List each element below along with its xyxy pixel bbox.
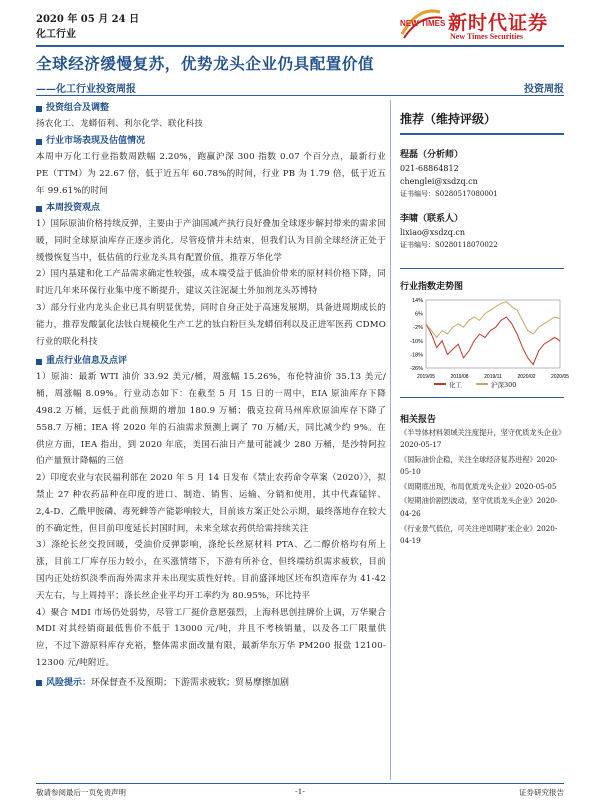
y-tick-label: -26% bbox=[410, 365, 423, 372]
analyst-name: 李啸（联系人） bbox=[400, 213, 464, 224]
logo-mark-icon bbox=[398, 4, 444, 44]
chart-title: 行业指数走势图 bbox=[400, 281, 464, 292]
subtitle-divider bbox=[36, 95, 564, 96]
news-point: 2）印度农业与农民福利部在 2020 年 5 月 14 日发布《禁止农药命令草案（2020）》，拟禁止 27 种农药品种在印度的进口、制造、销售、运输、分销和使用，其中代森锰锌、2,4-D、乙酰甲胺磷、毒死蜱等产能影响较大，目前该方案正处公示期，最终落地存在较大的不确定性，但目前印度延长封国时间，未来全球农药供给需持续关注 bbox=[36, 473, 386, 534]
x-tick-label: 2019/08 bbox=[450, 373, 469, 380]
legend-item: 化工 bbox=[434, 380, 462, 389]
analyst-email[interactable]: chenglei@xsdzq.cn bbox=[400, 176, 478, 186]
report-date: 2020 年 05 月 24 日 bbox=[36, 14, 140, 25]
risk-text: 环保督查不及预期；下游需求疲软；贸易摩擦加剧 bbox=[91, 677, 290, 688]
square-bullet-icon bbox=[36, 206, 42, 212]
related-report[interactable]: 《国际油价企稳，关注全球经济复苏进程》2020-05-10 bbox=[400, 454, 558, 477]
analyst-phone: 021-68864812 bbox=[400, 163, 459, 173]
main-content bbox=[36, 100, 386, 691]
related-report[interactable]: 《短期油价剧烈波动，坚守优质龙头企业》2020-04-26 bbox=[400, 496, 558, 519]
section-heading: 本周投资观点 bbox=[36, 201, 386, 216]
analyst-card bbox=[400, 149, 564, 201]
brand-logo bbox=[398, 4, 578, 44]
y-tick-label: -18% bbox=[410, 351, 423, 358]
y-tick-label: 14% bbox=[411, 297, 423, 304]
analyst-cert: 证书编号：S0280118070022 bbox=[400, 240, 498, 249]
x-tick-label: 2019/05 bbox=[416, 373, 436, 380]
legend-swatch-icon bbox=[476, 383, 488, 385]
y-tick-label: 6% bbox=[415, 311, 423, 318]
square-bullet-icon bbox=[36, 106, 42, 112]
index-chart bbox=[400, 296, 570, 382]
report-title: 全球经济缓慢复苏，优势龙头企业仍具配置价值 bbox=[36, 54, 375, 73]
report-subtitle: ——化工行业投资周报 bbox=[36, 84, 136, 95]
x-tick-label: 2019/11 bbox=[484, 373, 502, 380]
sidebar bbox=[400, 100, 570, 550]
x-tick-label: 2020/02 bbox=[517, 373, 536, 380]
footer-brand: 证券研究报告 bbox=[519, 788, 564, 797]
legend-item: 沪深300 bbox=[476, 380, 516, 389]
rating-divider bbox=[400, 133, 564, 135]
index-chart-svg bbox=[400, 296, 570, 382]
section-heading: 行业市场表现及估值情况 bbox=[36, 134, 386, 149]
square-bullet-icon bbox=[36, 359, 42, 365]
rating: 推荐（维持评级） bbox=[400, 112, 497, 126]
header-divider bbox=[36, 45, 564, 47]
footer-disclaimer: 敬请参阅最后一页免责声明 bbox=[36, 788, 126, 797]
portfolio-text: 扬农化工、龙蟒佰利、利尔化学、联化科技 bbox=[36, 119, 204, 129]
view-point: 1）国际原油价格持续反弹，主要由于产油国减产执行良好叠加全球逐步解封带来的需求回暖，同时全球原油库存正逐步消化，尽管疫情并未结束，但我们认为目前全球经济正处于缓慢恢复当中，低估值的行业龙头具有配置价值，推荐万华化学 bbox=[36, 219, 386, 263]
series-line-化工 bbox=[426, 317, 560, 365]
sidebar-divider bbox=[400, 268, 564, 269]
news-point: 3）涤纶长丝交投回暖，受油价反弹影响，涤纶长丝原材料 PTA、乙二醇价格均有所上涨，目前工厂库存压力较小，在买涨情绪下，下游有所补仓，但终端纺织需求疲软，目前国内正处纺织淡季而海外需求并未出现实质性好转。目前盛泽地区坯布织造库存为 41-42 天左右，与上周持平；涤长丝企业平均开工率约为 80.95%，环比持平 bbox=[36, 540, 386, 601]
news-point: 1）原油：最新 WTI 油价 33.92 美元/桶，周涨幅 15.26%，布伦特油价 35.13 美元/桶，周涨幅 8.09%。行业动态如下：在截至 5 月 15 日的一周中，EIA 原油库存下降 498.2 万桶，远低于此前预期的增加 180.9 万桶；俄克拉荷马州库欣原油库存下降了 558.7 万桶；IEA 将 2020 年的石油需求预测上调了 70 万桶/天，同比减少约 9%。在供应方面，IEA 指出，到 2020 年底，美国石油日产量可能减少 280 万桶，是沙特阿拉伯产量预计降幅的三倍 bbox=[36, 372, 386, 467]
view-point: 2）国内基建和化工产品需求确定性较强，成本端受益于低油价带来的原材料价格下降，同时近几年来环保行业集中度不断提升，建议关注泥凝土外加剂龙头苏博特 bbox=[36, 269, 386, 297]
sidebar-divider bbox=[400, 397, 564, 398]
series-line-沪深300 bbox=[426, 301, 560, 337]
analyst-card bbox=[400, 213, 564, 252]
square-bullet-icon bbox=[36, 139, 42, 145]
related-reports-list bbox=[400, 427, 564, 548]
square-bullet-icon bbox=[36, 680, 42, 686]
view-point: 3）部分行业内龙头企业已具有明显优势，同时自身正处于高速发展期，具备进周期成长的能力，推荐发酸氯化法钛白规模化生产工艺的钛白粉巨头龙蟒佰利以及正进军医药 CDMO 行业的联化科技 bbox=[36, 302, 386, 347]
related-reports-title: 相关报告 bbox=[400, 414, 437, 425]
chart-plot-area bbox=[426, 300, 560, 368]
market-text: 本周申万化工行业指数周跌幅 2.20%，跑赢沪深 300 指数 0.07 个百分点，最新行业 PE（TTM）为 22.67 倍，低于近五年 60.78%的时间，行业 PB 为 1.79 倍，低于近五年 99.61%的时间 bbox=[36, 152, 386, 196]
logo-chinese-name: 新时代证券 bbox=[448, 12, 549, 34]
related-report[interactable]: 《半导体材料领域关注度提升，坚守优质龙头企业》2020-05-17 bbox=[400, 427, 562, 450]
related-report[interactable]: 《周期底出现，布局优质龙头企业》2020-05-05 bbox=[400, 481, 557, 491]
logo-mark-text: NEW TIMES bbox=[400, 19, 446, 28]
industry-label: 化工行业 bbox=[36, 29, 76, 40]
footer-divider bbox=[36, 783, 564, 784]
x-tick-label: 2020/05 bbox=[550, 373, 570, 380]
analyst-name: 程磊（分析师） bbox=[400, 149, 464, 160]
column-divider bbox=[390, 100, 391, 780]
related-report[interactable]: 《行业景气低位，可关注逆周期扩张企业》2020-04-19 bbox=[400, 523, 558, 546]
section-heading: 重点行业信息及点评 bbox=[36, 354, 386, 369]
news-point: 4）聚合 MDI 市场仍处弱势，尽管工厂挺价意愿强烈，上海科思创挂牌价上调，万华聚合 MDI 对其经销商最低售价不低于 13000 元/吨，并且不考核销量，以及各工厂限量供应，不过下游原料库存充裕，整体需求面改量有限，最新华东万华 PM200 报盘 12100-12300 元/吨附近。 bbox=[36, 607, 386, 668]
analyst-email[interactable]: lixiao@xsdzq.cn bbox=[400, 227, 466, 237]
analyst-cert: 证书编号：S0280517080001 bbox=[400, 189, 498, 198]
risk-line: 风险提示： 环保督查不及预期；下游需求疲软；贸易摩擦加剧 bbox=[36, 676, 386, 691]
section-heading: 投资组合及调整 bbox=[36, 101, 386, 116]
y-tick-label: -2% bbox=[413, 324, 423, 331]
report-type: 投资周报 bbox=[524, 84, 564, 95]
logo-english-name: New Times Securities bbox=[450, 32, 524, 41]
y-tick-label: -10% bbox=[410, 338, 423, 345]
legend-swatch-icon bbox=[434, 383, 446, 385]
page-number: -1- bbox=[295, 787, 305, 796]
